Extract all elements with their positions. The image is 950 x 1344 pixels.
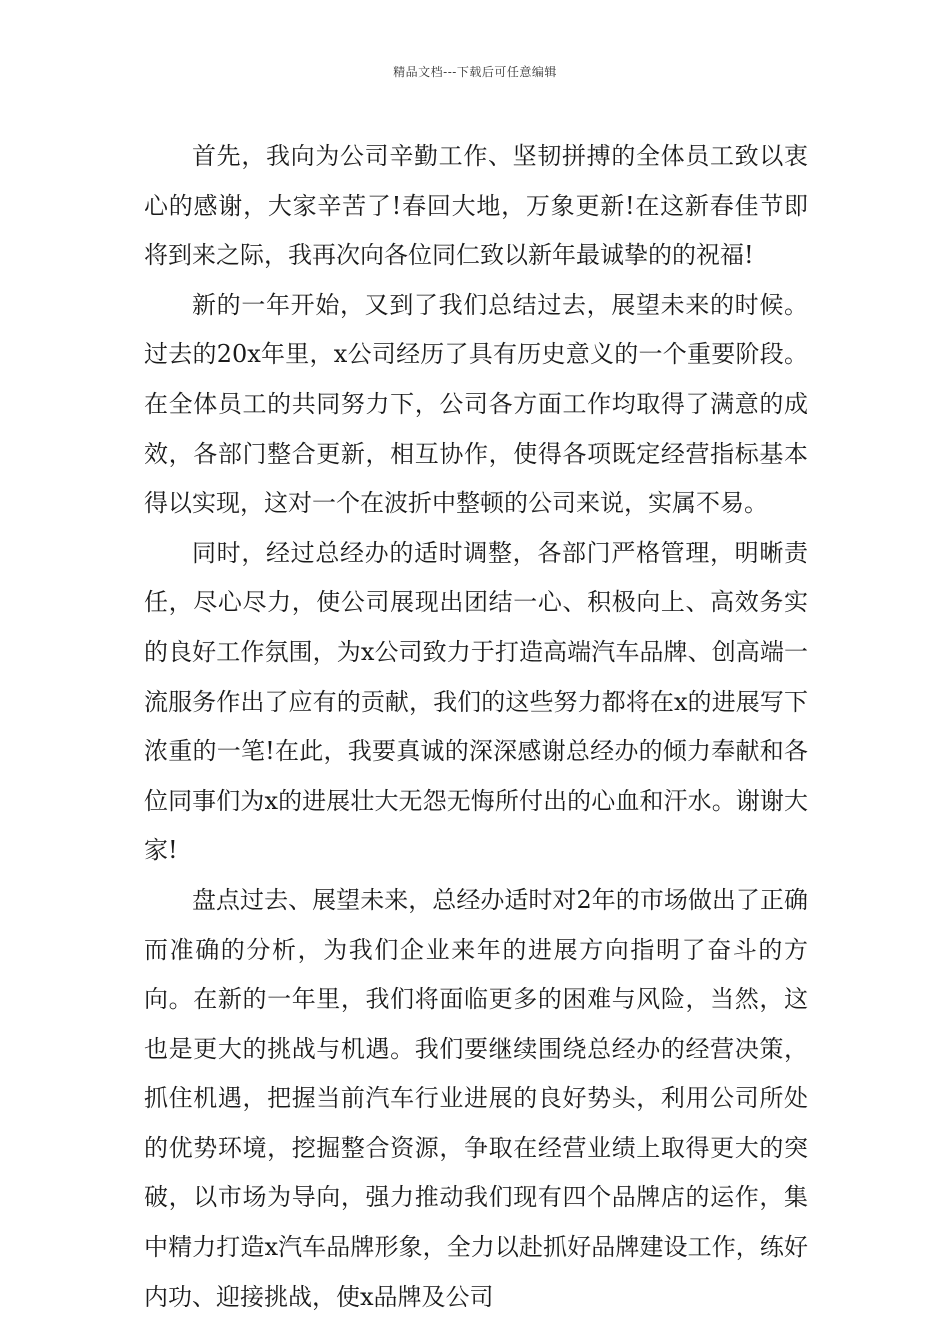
paragraph-4: 盘点过去、展望未来，总经办适时对2年的市场做出了正确而准确的分析，为我们企业来年的进展方向指明了奋斗的方向。在新的一年里，我们将面临更多的困难与风险，当然，这也是更大的挑战与机遇。我们要继续围绕总经办的经营决策，抓住机遇，把握当前汽车行业进展的良好势头，利用公司所处的优势环境，挖掘整合资源，争取在经营业绩上取得更大的突破，以市场为导向，强力推动我们现有四个品牌店的运作，集中精力打造x汽车品牌形象，全力以赴抓好品牌建设工作，练好内功、迎接挑战，使x品牌及公司 — [144, 885, 808, 1311]
page-header: 精品文档---下载后可任意编辑 — [393, 65, 557, 79]
paragraph-1: 首先，我向为公司辛勤工作、坚韧拼搏的全体员工致以衷心的感谢，大家辛苦了!春回大地，万象更新!在这新春佳节即将到来之际，我再次向各位同仁致以新年最诚挚的的祝福! — [144, 142, 808, 270]
document-body — [144, 132, 808, 1322]
paragraph-3: 同时，经过总经办的适时调整，各部门严格管理，明晰责任，尽心尽力，使公司展现出团结一心、积极向上、高效务实的良好工作氛围，为x公司致力于打造高端汽车品牌、创高端一流服务作出了应有的贡献，我们的这些努力都将在x的进展写下浓重的一笔!在此，我要真诚的深深感谢总经办的倾力奉献和各位同事们为x的进展壮大无怨无悔所付出的心血和汗水。谢谢大家! — [144, 538, 808, 865]
paragraph-2: 新的一年开始，又到了我们总结过去，展望未来的时候。过去的20x年里，x公司经历了具有历史意义的一个重要阶段。在全体员工的共同努力下，公司各方面工作均取得了满意的成效，各部门整合更新，相互协作，使得各项既定经营指标基本得以实现，这对一个在波折中整顿的公司来说，实属不易。 — [144, 290, 808, 518]
